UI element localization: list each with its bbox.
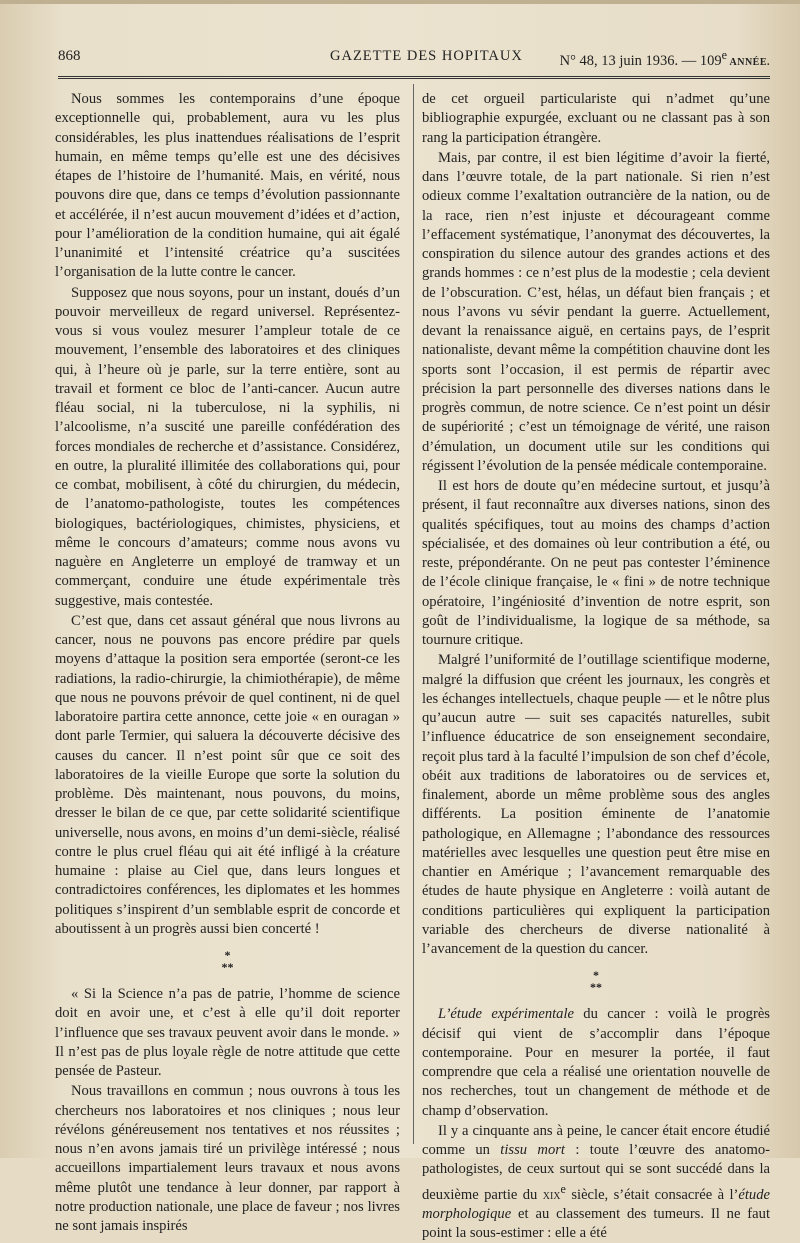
paragraph: Nous travaillons en commun ; nous ouvrons à tous les chercheurs nos laboratoires et nos cliniques ; nous leur révélons généreusement nos tentatives et nos réussites ; nous n’en avons jamais tiré un privilège intéressé ; nous accueillons impartialement leurs travaux et nous avons même plutôt une tendance à leur donner, par rapport à notre production nationale, une place de faveur ; nos livres ne sont jamais inspirés — [55, 1083, 400, 1234]
paragraph: Supposez que nous soyons, pour un instant, doués d’un pouvoir merveilleux de regard universel. Représentez-vous si vous voulez mesurer l’ampleur totale de ce mouvement, l’ensemble des laboratoires et des cliniques qui, à l’heure où je parle, sur la terre entière, sont au travail et forment ce bloc de l’anti-cancer. Aucun autre fléau social, ni la tuberculose, ni la syphilis, ni l’alcoolisme, n’a suscité une pareille confédération des forces mondiales de recherche et d’assistance. Considérez, en outre, la pluralité illimitée des collaborations qui, pour ce combat, mobilisent, à côté du chirurgien, du médecin, de l’anatomo-pathologiste, toutes les compétences biologiques, bactériologiques, chimistes, physiciens, et même le concours d’amateurs; comme nous avons vu naguère en Angleterre un employé de tramway et un commerçant, conduire une étude expérimentale très suggestive, mais contestée. — [55, 284, 400, 609]
asterism-separator — [422, 969, 770, 993]
emphasis: tissu mort — [500, 1142, 565, 1158]
paragraph: Mais, par contre, il est bien légitime d’avoir la fierté, dans l’œuvre totale, de la part nationale. Si rien n’est odieux comme l’exaltation outrancière de la nation, ou de la race, rien n’est injuste et décourageant comme l’effacement systématique, l’anonymat des découvertes, la conspiration du silence autour des grandes actions et des grands hommes : ce n’est plus de la modestie ; cela devient de l’obscuration. C’est, hélas, un défaut bien français ; et nous l’avons vu sévir pendant la guerre. Actuellement, devant la renaissance aiguë, en certains pays, de l’esprit nationaliste, devant même la compétition chauvine dont les sports sont l’occasion, il est permis de répartir avec précision la part personnelle des diverses nations dans le progrès commun, de notre science. Ce n’est point un désir de supériorité ; c’est un témoignage de vérité, une raison d’émulation, un document utile sur les conditions qui régissent l’évolution de la pensée médicale contemporaine. — [422, 149, 770, 474]
emphasis: étude morphologique — [422, 1186, 770, 1222]
top-edge-rule — [0, 0, 800, 4]
page-header — [58, 48, 770, 70]
paragraph: Malgré l’uniformité de l’outillage scientifique moderne, malgré la diffusion que créent les journaux, les congrès et les échanges intellectuels, chaque peuple — et le nôtre plus qu’aucun autre — suit ses capacités naturelles, subit l’influence éducatrice de son enseignement secondaire, reçoit plus tard à la faculté l’impulsion de son chef d’école, obéit aux traditions de laboratoires ou de services et, finalement, aborde un même problème sous des angles différents. La position éminente de l’anatomie pathologique, en Allemagne ; l’abondance des ressources matérielles avec lesquelles une question peut être mise en chantier en Amérique ; l’avancement remarquable des études de haute physique en Angleterre : voilà autant de conditions particulières qui expliquent la participation variable des chercheurs de diverse nationalité à l’avancement de la question du cancer. — [422, 652, 770, 957]
asterism-separator — [55, 949, 400, 973]
issue-info — [560, 48, 770, 70]
paragraph-quote: « Si la Science n’a pas de patrie, l’homme de science doit en avoir une, et c’est à elle qu’il doit reporter l’influence que ses travaux peuvent avoir dans le monde. » Il n’est pas de plus loyale règle de notre attitude que cette pensée de Pasteur. — [55, 986, 400, 1079]
header-rule — [58, 76, 770, 79]
paragraph-continued: de cet orgueil particulariste qui n’admet qu’une bibliographie expurgée, excluant ou ne classant pas à son rang la participation étrangère. — [422, 91, 770, 146]
issue-annee: ANNÉE. — [727, 56, 770, 68]
paragraph-text: du cancer : voilà le progrès décisif qui vient de s’accomplir dans l’époque contemporaine. Pour en mesurer la portée, il faut comprendre que cela a réalisé une orientation nouvelle de nos recherches, tout un changement de méthode et de champ d’observation. — [422, 1006, 770, 1119]
issue-date: N° 48, 13 juin 1936. — 109 — [559, 52, 722, 69]
paragraph-text: siècle, s’était consacrée à l’ — [565, 1186, 739, 1203]
century-sup: e — [560, 1181, 566, 1196]
century-numeral: xix — [542, 1186, 561, 1203]
asterism-glyph: * ** — [590, 968, 602, 995]
paragraph-text: Il y a cinquante ans à peine, le cancer était encore étudié comme un — [422, 1122, 770, 1158]
paragraph: Nous sommes les contemporains d’une époque exceptionnelle qui, probablement, aura vu les plus considérables, les plus inattendues réalisations de l’esprit humain, en même temps qu’elle est une des décisives étapes de l’histoire de l’humanité. Mais, en vérité, nous pouvons dire que, dans ce temps d’évolution passionnante et accélérée, il n’est aucun mouvement d’idées et d’action, pour l’amélioration de la condition humaine, qui ait égalé l’unanimité et l’intensité créatrice qu’a suscitées l’organisation de la lutte contre le cancer. — [55, 91, 400, 281]
asterism-glyph: * ** — [221, 948, 234, 974]
issue-year-sup: e — [721, 48, 728, 62]
journal-title: GAZETTE DES HOPITAUX — [330, 48, 523, 64]
emphasis: L’étude expérimentale — [438, 1006, 574, 1023]
paragraph-etude-experimentale — [422, 1005, 770, 1121]
paragraph-tissu-mort — [422, 1122, 770, 1243]
paragraph-text: et au classement des tumeurs. Il ne faut point la sous-estimer : elle a été — [422, 1205, 770, 1241]
right-column — [422, 90, 770, 1243]
column-divider — [413, 84, 414, 1144]
paragraph-text: : toute l’œuvre des anatomo-pathologistes, de ceux surtout qui se sont succédé dans la deuxième partie du — [422, 1142, 770, 1203]
left-column — [55, 90, 400, 1236]
paragraph: Il est hors de doute qu’en médecine surtout, et jusqu’à présent, il faut reconnaître aux diverses nations, sinon des qualités spécifiques, tout au moins des champs d’action spécialisée, et des domaines où leur contribution a été, ou reste, prépondérante. On ne peut pas contester l’éminence de l’école clinique française, le « fini » de notre technique opératoire, l’ingéniosité d’invention de notre esprit, son goût de l’individualisme, la logique de sa méthode, sa tournure critique. — [422, 478, 770, 648]
page-number: 868 — [58, 48, 81, 64]
paragraph: C’est que, dans cet assaut général que nous livrons au cancer, nous ne pouvons pas encore prédire par quels moyens d’attaque la position sera emportée (seront-ce les radiations, la radio-chirurgie, la chimiothérapie), de même que nous ne pouvons prévoir de quel continent, ni de quel laboratoire partira cette annonce, cette joie « en ouragan » dont parle Termier, qui saluera la découverte décisive des causes du cancer. Il n’est point sûr que ce soit des laboratoires de la vieille Europe que sorte la solution du problème. Dès maintenant, nous pouvons, du moins, dresser le bilan de ce que, par cette solidarité scientifique universelle, nous avons, en moins d’un demi-siècle, réalisé contre le plus cruel fléau qui ait été infligé à la créature humaine : plaise au Ciel que, dans leurs longues et contradictoires conférences, les diplomates et les hommes politiques s’inspirent d’un semblable esprit de concorde et aboutissent à un progrès aussi bien concerté ! — [55, 612, 400, 937]
